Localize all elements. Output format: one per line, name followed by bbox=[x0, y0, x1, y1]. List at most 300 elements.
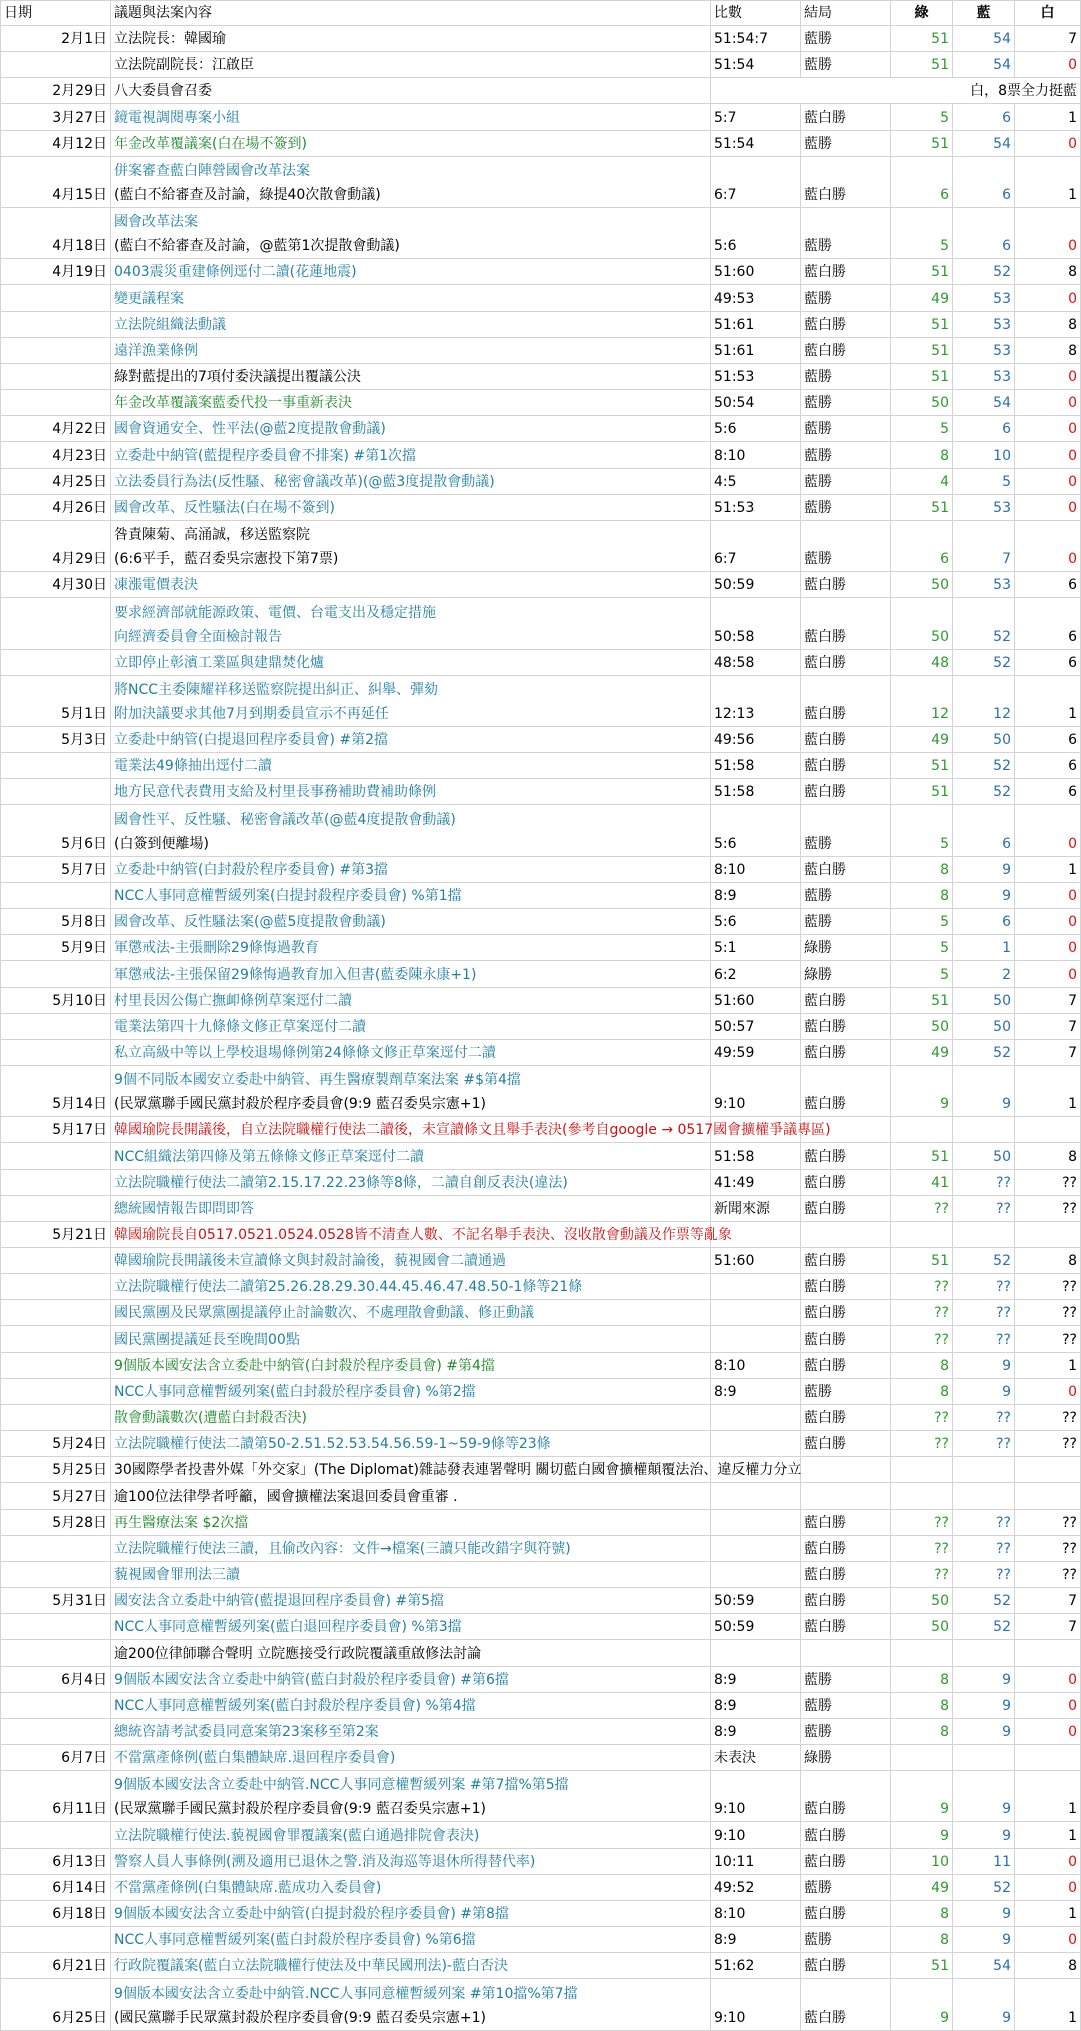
row-result: 藍白勝 bbox=[801, 1614, 891, 1640]
row-green-votes: ?? bbox=[891, 1300, 953, 1326]
row-ratio: 50:54 bbox=[711, 390, 801, 416]
row-white-votes: 0 bbox=[1015, 882, 1081, 908]
row-ratio: 9:10 bbox=[711, 1822, 801, 1848]
row-content-line: 立法院副院長：江啟臣 bbox=[114, 57, 254, 74]
row-white-votes: ?? bbox=[1015, 1326, 1081, 1352]
table-row bbox=[1, 1248, 1081, 1274]
row-content bbox=[111, 390, 711, 416]
row-date bbox=[1, 1195, 111, 1221]
row-result: 藍白勝 bbox=[801, 1274, 891, 1300]
row-blue-votes: 53 bbox=[953, 311, 1015, 337]
row-result: 藍白勝 bbox=[801, 856, 891, 882]
table-row bbox=[1, 363, 1081, 389]
row-green-votes: 8 bbox=[891, 856, 953, 882]
row-green-votes: 50 bbox=[891, 1013, 953, 1039]
row-content bbox=[111, 1352, 711, 1378]
row-result: 藍勝 bbox=[801, 1874, 891, 1900]
row-content-line: 9個不同版本國安立委赴中納管、再生醫療製劑草案法案 #$第4擋 bbox=[114, 1072, 521, 1089]
row-content bbox=[111, 1013, 711, 1039]
table-row bbox=[1, 1509, 1081, 1535]
row-content-line: (藍白不給審查及討論，綠提40次散會動議) bbox=[114, 187, 381, 204]
row-result: 藍白勝 bbox=[801, 726, 891, 752]
table-row bbox=[1, 1822, 1081, 1848]
table-row bbox=[1, 1431, 1081, 1457]
row-white-votes: 0 bbox=[1015, 208, 1081, 259]
row-date: 6月7日 bbox=[1, 1744, 111, 1770]
row-result: 藍白勝 bbox=[801, 337, 891, 363]
row-blue-votes: ?? bbox=[953, 1404, 1015, 1430]
row-date: 2月1日 bbox=[1, 26, 111, 52]
row-ratio: 新聞來源 bbox=[711, 1195, 801, 1221]
row-blue-votes bbox=[953, 1117, 1015, 1143]
table-row bbox=[1, 1143, 1081, 1169]
row-content bbox=[111, 337, 711, 363]
row-green-votes: 49 bbox=[891, 1039, 953, 1065]
row-white-votes: 1 bbox=[1015, 1065, 1081, 1116]
table-row bbox=[1, 311, 1081, 337]
row-green-votes: 51 bbox=[891, 1143, 953, 1169]
row-white-votes: 0 bbox=[1015, 494, 1081, 520]
row-ratio: 50:59 bbox=[711, 1588, 801, 1614]
row-date: 5月7日 bbox=[1, 856, 111, 882]
row-content bbox=[111, 1221, 732, 1247]
row-ratio: 51:54 bbox=[711, 52, 801, 78]
row-result: 藍白勝 bbox=[801, 156, 891, 207]
row-white-votes: 6 bbox=[1015, 779, 1081, 805]
row-content-line: 逾200位律師聯合聲明 立院應接受行政院覆議重啟修法討論 bbox=[114, 1645, 482, 1662]
row-white-votes: 0 bbox=[1015, 442, 1081, 468]
row-white-votes: 8 bbox=[1015, 1248, 1081, 1274]
row-content-line: 國會改革法案 bbox=[114, 214, 198, 231]
table-row bbox=[1, 1352, 1081, 1378]
row-date: 4月18日 bbox=[1, 208, 111, 259]
row-result: 藍白勝 bbox=[801, 1979, 891, 2031]
row-green-votes: 51 bbox=[891, 130, 953, 156]
table-row bbox=[1, 1039, 1081, 1065]
row-white-votes: 1 bbox=[1015, 856, 1081, 882]
row-white-votes: 8 bbox=[1015, 311, 1081, 337]
row-green-votes: 48 bbox=[891, 649, 953, 675]
row-green-votes: 51 bbox=[891, 753, 953, 779]
row-green-votes: 12 bbox=[891, 675, 953, 726]
row-date bbox=[1, 1718, 111, 1744]
row-content bbox=[111, 494, 711, 520]
row-result: 藍勝 bbox=[801, 1378, 891, 1404]
row-content-line: NCC人事同意權暫緩列案(藍白退回程序委員會) %第3擋 bbox=[114, 1619, 462, 1636]
row-date: 5月6日 bbox=[1, 805, 111, 856]
row-date bbox=[1, 1535, 111, 1561]
row-content bbox=[111, 1822, 711, 1848]
row-content bbox=[111, 909, 711, 935]
row-date bbox=[1, 779, 111, 805]
row-content bbox=[111, 805, 711, 856]
row-green-votes: 6 bbox=[891, 156, 953, 207]
row-ratio bbox=[711, 1483, 801, 1509]
row-content bbox=[111, 1509, 711, 1535]
row-result: 藍白勝 bbox=[801, 104, 891, 130]
row-result: 藍白勝 bbox=[801, 1300, 891, 1326]
table-row bbox=[1, 26, 1081, 52]
row-content bbox=[111, 961, 711, 987]
row-result: 藍白勝 bbox=[801, 1900, 891, 1926]
row-ratio: 48:58 bbox=[711, 649, 801, 675]
row-green-votes bbox=[891, 1640, 953, 1666]
row-content bbox=[111, 78, 711, 104]
row-date: 4月30日 bbox=[1, 572, 111, 598]
row-white-votes: ?? bbox=[1015, 1535, 1081, 1561]
row-date: 5月21日 bbox=[1, 1221, 111, 1247]
row-ratio: 41:49 bbox=[711, 1169, 801, 1195]
row-white-votes: ?? bbox=[1015, 1404, 1081, 1430]
row-ratio: 51:54:7 bbox=[711, 26, 801, 52]
row-content-line: 立法委員行為法(反性騷、秘密會議改革)(@藍3度提散會動議) bbox=[114, 473, 495, 490]
row-date bbox=[1, 1039, 111, 1065]
row-blue-votes: 7 bbox=[953, 520, 1015, 571]
header-green: 綠 bbox=[891, 1, 953, 26]
row-result bbox=[801, 1457, 891, 1483]
row-green-votes: 5 bbox=[891, 935, 953, 961]
row-content-line: 要求經濟部就能源政策、電價、台電支出及穩定措施 bbox=[114, 604, 436, 621]
row-result: 藍勝 bbox=[801, 1666, 891, 1692]
row-content bbox=[111, 935, 711, 961]
table-row bbox=[1, 935, 1081, 961]
row-result: 藍白勝 bbox=[801, 987, 891, 1013]
row-blue-votes: ?? bbox=[953, 1169, 1015, 1195]
row-date bbox=[1, 363, 111, 389]
row-date bbox=[1, 753, 111, 779]
row-white-votes bbox=[1015, 1640, 1081, 1666]
row-date: 5月14日 bbox=[1, 1065, 111, 1116]
row-white-votes: 0 bbox=[1015, 1692, 1081, 1718]
row-content-line: 綠對藍提出的7項付委決議提出覆議公決 bbox=[114, 369, 361, 386]
row-result: 藍白勝 bbox=[801, 1013, 891, 1039]
row-white-votes: 0 bbox=[1015, 520, 1081, 571]
row-green-votes bbox=[891, 1221, 953, 1247]
row-green-votes: 8 bbox=[891, 1378, 953, 1404]
header-row bbox=[1, 1, 1081, 26]
row-content-line: NCC人事同意權暫緩列案(藍白封殺於程序委員會) %第4擋 bbox=[114, 1697, 476, 1714]
row-date bbox=[1, 882, 111, 908]
row-content bbox=[111, 1248, 711, 1274]
row-content bbox=[111, 649, 711, 675]
header-result: 結局 bbox=[801, 1, 891, 26]
table-row bbox=[1, 961, 1081, 987]
row-blue-votes: ?? bbox=[953, 1431, 1015, 1457]
row-green-votes: 51 bbox=[891, 26, 953, 52]
row-green-votes: 5 bbox=[891, 416, 953, 442]
row-result: 藍勝 bbox=[801, 520, 891, 571]
row-content-line: 私立高級中等以上學校退場條例第24條條文修正草案逕付二讀 bbox=[114, 1044, 496, 1061]
row-white-votes: 6 bbox=[1015, 598, 1081, 649]
table-row bbox=[1, 649, 1081, 675]
row-result: 藍勝 bbox=[801, 363, 891, 389]
header-date: 日期 bbox=[1, 1, 111, 26]
row-ratio: 5:6 bbox=[711, 208, 801, 259]
row-result: 藍勝 bbox=[801, 390, 891, 416]
row-date: 4月29日 bbox=[1, 520, 111, 571]
table-row bbox=[1, 390, 1081, 416]
row-white-votes: ?? bbox=[1015, 1431, 1081, 1457]
row-blue-votes: 52 bbox=[953, 598, 1015, 649]
row-blue-votes: 52 bbox=[953, 1874, 1015, 1900]
row-result: 藍勝 bbox=[801, 909, 891, 935]
row-blue-votes: 53 bbox=[953, 494, 1015, 520]
row-blue-votes: 9 bbox=[953, 1718, 1015, 1744]
table-row bbox=[1, 1771, 1081, 1822]
row-blue-votes: 9 bbox=[953, 1771, 1015, 1822]
row-result: 藍勝 bbox=[801, 1927, 891, 1953]
row-content-line: 韓國瑜院長自0517.0521.0524.0528皆不清查人數、不記名舉手表決、沒收散會動議及作票等亂象 bbox=[114, 1227, 732, 1244]
row-result: 藍白勝 bbox=[801, 1404, 891, 1430]
table-row bbox=[1, 1535, 1081, 1561]
row-date: 5月27日 bbox=[1, 1483, 111, 1509]
row-content bbox=[111, 1274, 711, 1300]
row-date bbox=[1, 1352, 111, 1378]
row-blue-votes: 2 bbox=[953, 961, 1015, 987]
row-green-votes: ?? bbox=[891, 1326, 953, 1352]
row-content-line: 逾100位法律學者呼籲，國會擴權法案退回委員會重審 . bbox=[114, 1488, 458, 1505]
row-ratio: 51:61 bbox=[711, 337, 801, 363]
row-result: 藍白勝 bbox=[801, 675, 891, 726]
row-result: 綠勝 bbox=[801, 961, 891, 987]
table-row bbox=[1, 1457, 1081, 1483]
row-content-line: (藍白不給審查及討論，@藍第1次提散會動議) bbox=[114, 238, 400, 255]
row-date: 4月22日 bbox=[1, 416, 111, 442]
row-content-line: 立法院職權行使法二讀第50-2.51.52.53.54.56.59-1~59-9條等23條 bbox=[114, 1436, 551, 1453]
row-date bbox=[1, 961, 111, 987]
row-ratio: 51:58 bbox=[711, 779, 801, 805]
table-row bbox=[1, 78, 1081, 104]
row-content-line: 藐視國會罪刑法三讀 bbox=[114, 1567, 240, 1584]
row-white-votes: 0 bbox=[1015, 961, 1081, 987]
row-result bbox=[801, 1221, 891, 1247]
row-white-votes: 0 bbox=[1015, 416, 1081, 442]
row-date bbox=[1, 1378, 111, 1404]
row-green-votes: 51 bbox=[891, 363, 953, 389]
row-result: 藍勝 bbox=[801, 494, 891, 520]
row-result: 藍白勝 bbox=[801, 1848, 891, 1874]
row-content bbox=[111, 156, 711, 207]
table-row bbox=[1, 104, 1081, 130]
row-green-votes: 49 bbox=[891, 1874, 953, 1900]
table-row bbox=[1, 1221, 1081, 1247]
row-blue-votes: 52 bbox=[953, 779, 1015, 805]
row-blue-votes: 6 bbox=[953, 416, 1015, 442]
row-blue-votes: 53 bbox=[953, 363, 1015, 389]
row-date bbox=[1, 1614, 111, 1640]
row-date: 5月24日 bbox=[1, 1431, 111, 1457]
table-row bbox=[1, 1404, 1081, 1430]
row-blue-votes: 9 bbox=[953, 882, 1015, 908]
row-content-line: 變更議程案 bbox=[114, 290, 184, 307]
row-date: 6月4日 bbox=[1, 1666, 111, 1692]
row-blue-votes: 6 bbox=[953, 156, 1015, 207]
table-row bbox=[1, 520, 1081, 571]
row-green-votes: 4 bbox=[891, 468, 953, 494]
row-ratio: 5:6 bbox=[711, 416, 801, 442]
table-row bbox=[1, 52, 1081, 78]
table-row bbox=[1, 598, 1081, 649]
table-row bbox=[1, 285, 1081, 311]
row-date bbox=[1, 1640, 111, 1666]
table-row bbox=[1, 1483, 1081, 1509]
row-green-votes: ?? bbox=[891, 1509, 953, 1535]
row-date: 5月3日 bbox=[1, 726, 111, 752]
row-ratio bbox=[711, 1300, 801, 1326]
row-content bbox=[111, 1169, 711, 1195]
row-blue-votes: ?? bbox=[953, 1326, 1015, 1352]
row-content-line: 9個版本國安法含立委赴中納管(白封殺於程序委員會) #第4擋 bbox=[114, 1357, 495, 1374]
table-row bbox=[1, 1117, 1081, 1143]
row-blue-votes bbox=[953, 1221, 1015, 1247]
row-date: 6月11日 bbox=[1, 1771, 111, 1822]
row-content-line: 立法院職權行使法.藐視國會罪覆議案(藍白通過排院會表決) bbox=[114, 1827, 480, 1844]
table-row bbox=[1, 1614, 1081, 1640]
row-date: 4月12日 bbox=[1, 130, 111, 156]
row-blue-votes: 9 bbox=[953, 856, 1015, 882]
table-row bbox=[1, 442, 1081, 468]
row-content-line: 警察人員人事條例(溯及適用已退休之警.消及海巡等退休所得替代率) bbox=[114, 1853, 536, 1870]
row-result: 藍白勝 bbox=[801, 1169, 891, 1195]
row-green-votes: 5 bbox=[891, 805, 953, 856]
row-content-line: 國會性平、反性騷、秘密會議改革(@藍4度提散會動議) bbox=[114, 811, 456, 828]
row-date bbox=[1, 1927, 111, 1953]
row-content bbox=[111, 1065, 711, 1116]
row-content bbox=[111, 104, 711, 130]
row-date bbox=[1, 1300, 111, 1326]
row-white-votes: 0 bbox=[1015, 285, 1081, 311]
table-row bbox=[1, 1718, 1081, 1744]
row-white-votes bbox=[1015, 1483, 1081, 1509]
row-green-votes: 49 bbox=[891, 726, 953, 752]
row-blue-votes: 6 bbox=[953, 104, 1015, 130]
row-result: 藍勝 bbox=[801, 442, 891, 468]
row-blue-votes: 9 bbox=[953, 1692, 1015, 1718]
row-content-line: 地方民意代表費用支給及村里長事務補助費補助條例 bbox=[114, 784, 436, 801]
row-date bbox=[1, 1404, 111, 1430]
row-content-line: 不當黨產條例(藍白集體缺席.退回程序委員會) bbox=[114, 1750, 396, 1767]
row-content-line: 八大委員會召委 bbox=[114, 83, 212, 100]
row-green-votes: 49 bbox=[891, 285, 953, 311]
row-blue-votes: 6 bbox=[953, 909, 1015, 935]
table-row bbox=[1, 572, 1081, 598]
row-blue-votes: 50 bbox=[953, 726, 1015, 752]
row-result: 藍勝 bbox=[801, 285, 891, 311]
row-result: 藍白勝 bbox=[801, 1561, 891, 1587]
row-green-votes: 5 bbox=[891, 909, 953, 935]
table-row bbox=[1, 1065, 1081, 1116]
table-row bbox=[1, 1195, 1081, 1221]
row-green-votes: 10 bbox=[891, 1848, 953, 1874]
row-content-line: 立法院職權行使法二讀第25.26.28.29.30.44.45.46.47.48.50-1條等21條 bbox=[114, 1279, 583, 1296]
row-content-line: 年金改革覆議案(白在場不簽到) bbox=[114, 135, 307, 152]
row-blue-votes bbox=[953, 1640, 1015, 1666]
row-content bbox=[111, 882, 711, 908]
row-content bbox=[111, 1535, 711, 1561]
row-ratio: 5:1 bbox=[711, 935, 801, 961]
table-row bbox=[1, 1953, 1081, 1979]
row-green-votes: 8 bbox=[891, 442, 953, 468]
row-blue-votes: 53 bbox=[953, 285, 1015, 311]
row-blue-votes: 9 bbox=[953, 1666, 1015, 1692]
row-white-votes: 0 bbox=[1015, 363, 1081, 389]
row-content-line: (國民黨聯手民眾黨封殺於程序委員會(9:9 藍召委吳宗憲+1) bbox=[114, 2010, 487, 2026]
row-white-votes: 7 bbox=[1015, 1588, 1081, 1614]
row-content-line: 立法院職權行使法三讀，且偷改內容：文件→檔案(三讀只能改錯字與符號) bbox=[114, 1540, 571, 1557]
row-content-line: NCC人事同意權暫緩列案(藍白封殺於程序委員會) %第6擋 bbox=[114, 1932, 476, 1949]
row-blue-votes: 54 bbox=[953, 390, 1015, 416]
row-green-votes: 51 bbox=[891, 987, 953, 1013]
row-content bbox=[111, 779, 711, 805]
row-content-line: 併案審查藍白陣營國會改革法案 bbox=[114, 163, 310, 180]
row-white-votes: 8 bbox=[1015, 259, 1081, 285]
row-white-votes: 0 bbox=[1015, 1378, 1081, 1404]
row-green-votes: 8 bbox=[891, 1927, 953, 1953]
row-white-votes: 7 bbox=[1015, 26, 1081, 52]
row-blue-votes: ?? bbox=[953, 1195, 1015, 1221]
row-content-line: 國會改革、反性騷法案(@藍5度提散會動議) bbox=[114, 914, 386, 931]
table-row bbox=[1, 779, 1081, 805]
row-blue-votes: 53 bbox=[953, 572, 1015, 598]
table-row bbox=[1, 1274, 1081, 1300]
row-date: 5月31日 bbox=[1, 1588, 111, 1614]
table-row bbox=[1, 1640, 1081, 1666]
row-ratio: 51:61 bbox=[711, 311, 801, 337]
table-row bbox=[1, 726, 1081, 752]
row-ratio: 8:9 bbox=[711, 1718, 801, 1744]
row-blue-votes: 9 bbox=[953, 1065, 1015, 1116]
row-date: 6月25日 bbox=[1, 1979, 111, 2031]
row-result: 藍白勝 bbox=[801, 1431, 891, 1457]
row-content-line: (6:6平手，藍召委吳宗憲投下第7票) bbox=[114, 551, 339, 568]
row-blue-votes: 54 bbox=[953, 26, 1015, 52]
row-white-votes: 0 bbox=[1015, 1874, 1081, 1900]
row-blue-votes: ?? bbox=[953, 1509, 1015, 1535]
row-content bbox=[111, 416, 711, 442]
row-ratio: 8:9 bbox=[711, 1692, 801, 1718]
row-content-line: 咎責陳菊、高涌誠，移送監察院 bbox=[114, 527, 310, 544]
row-blue-votes: 54 bbox=[953, 52, 1015, 78]
row-blue-votes: 50 bbox=[953, 1143, 1015, 1169]
row-blue-votes bbox=[953, 1483, 1015, 1509]
table-row bbox=[1, 1300, 1081, 1326]
row-content bbox=[111, 26, 711, 52]
table-row bbox=[1, 1013, 1081, 1039]
row-white-votes: 6 bbox=[1015, 572, 1081, 598]
row-ratio: 51:53 bbox=[711, 363, 801, 389]
row-result: 藍勝 bbox=[801, 1718, 891, 1744]
row-content-line: 行政院覆議案(藍白立法院職權行使法及中華民國刑法)-藍白否決 bbox=[114, 1958, 508, 1975]
table-row bbox=[1, 753, 1081, 779]
row-content-line: 電業法49條抽出逕付二讀 bbox=[114, 758, 272, 775]
row-white-votes: 0 bbox=[1015, 805, 1081, 856]
row-content bbox=[111, 1039, 711, 1065]
row-white-votes bbox=[1015, 1221, 1081, 1247]
row-white-votes: 1 bbox=[1015, 1822, 1081, 1848]
row-green-votes: 50 bbox=[891, 1588, 953, 1614]
row-date: 4月26日 bbox=[1, 494, 111, 520]
row-result bbox=[801, 1640, 891, 1666]
row-white-votes: ?? bbox=[1015, 1195, 1081, 1221]
row-white-votes: 1 bbox=[1015, 156, 1081, 207]
row-date: 5月28日 bbox=[1, 1509, 111, 1535]
row-content-line: 9個版本國安法含立委赴中納管.NCC人事同意權暫緩列案 #第7擋%第5擋 bbox=[114, 1777, 569, 1794]
row-green-votes: 9 bbox=[891, 1771, 953, 1822]
row-green-votes: 6 bbox=[891, 520, 953, 571]
row-content bbox=[111, 130, 711, 156]
row-ratio bbox=[711, 1509, 801, 1535]
row-white-votes: 7 bbox=[1015, 1614, 1081, 1640]
